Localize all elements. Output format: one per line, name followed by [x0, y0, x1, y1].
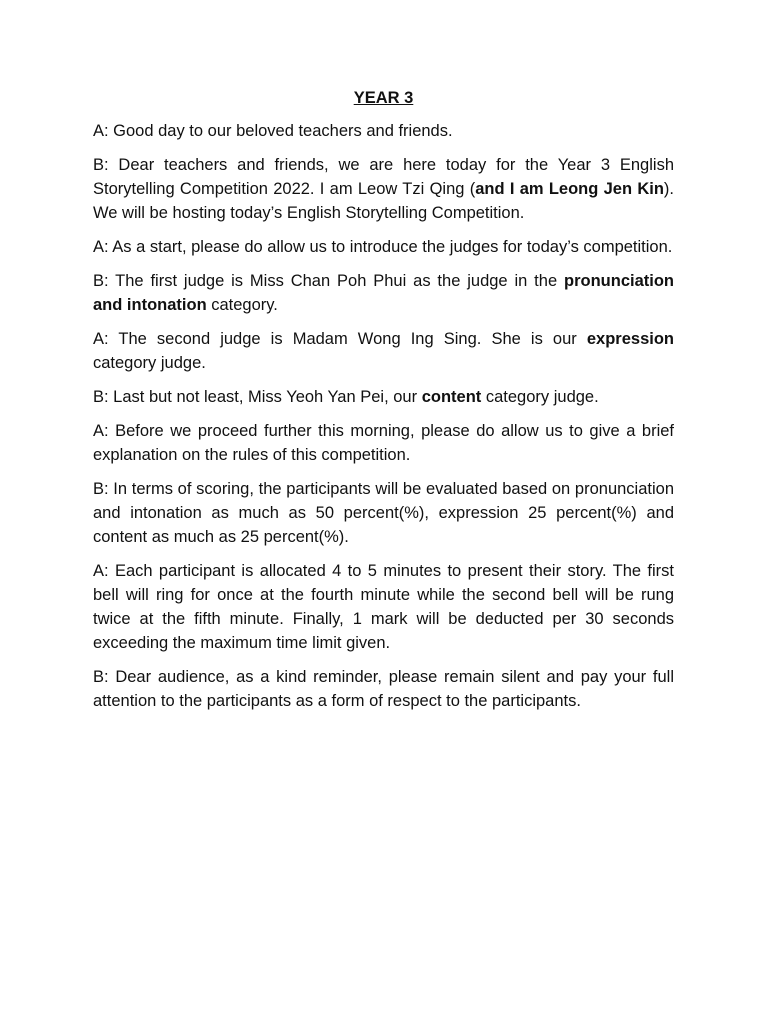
paragraph-text: A: Each participant is allocated 4 to 5 minutes to present their story. The first bell will ring for once at the fourth minute while the second bell will be rung twice at the fifth minute. Finally, 1 mark will be deducted per 30 seconds exceeding the maximum time limit given.: [93, 562, 674, 652]
paragraph-2: [93, 153, 674, 225]
paragraph-text: ). We will be hosting today’s English Storytelling Competition.: [93, 180, 674, 222]
paragraph-1: [93, 119, 674, 143]
paragraph-text: category judge.: [481, 388, 599, 406]
paragraph-text: category judge.: [93, 354, 206, 372]
paragraph-4: [93, 269, 674, 317]
paragraph-5: [93, 327, 674, 375]
paragraph-bold-text: and I am Leong Jen Kin: [475, 180, 664, 198]
paragraph-text: B: Dear audience, as a kind reminder, please remain silent and pay your full attention to the participants as a form of respect to the participants.: [93, 668, 674, 710]
paragraph-6: [93, 385, 674, 409]
paragraph-bold-text: content: [421, 388, 482, 406]
paragraph-text: category.: [206, 296, 278, 314]
document-title: YEAR 3: [353, 89, 414, 107]
paragraph-text: B: In terms of scoring, the participants will be evaluated based on pronunciation and intonation as much as 50 percent(%), expression 25 percent(%) and content as much as 25 percent(%).: [93, 480, 674, 546]
paragraph-text: B: Last but not least, Miss Yeoh Yan Pei, our: [93, 388, 422, 406]
paragraph-text: B: Dear teachers and friends, we are here today for the Year 3 English Storytelling Competition 2022. I am Leow Tzi Qing (: [93, 156, 674, 198]
paragraph-text: B: The first judge is Miss Chan Poh Phui as the judge in the: [93, 272, 564, 290]
paragraph-7: [93, 419, 674, 467]
paragraph-8: [93, 477, 674, 549]
paragraph-text: A: The second judge is Madam Wong Ing Sing. She is our: [93, 330, 587, 348]
paragraph-bold-text: expression: [586, 330, 674, 348]
paragraph-text: A: As a start, please do allow us to introduce the judges for today’s competition.: [93, 238, 673, 256]
document-body: [93, 86, 674, 723]
paragraph-9: [93, 559, 674, 655]
paragraph-bold-text: pronunciation and intonation: [93, 272, 674, 314]
paragraph-10: [93, 665, 674, 713]
paragraph-text: A: Before we proceed further this morning, please do allow us to give a brief explanation on the rules of this competition.: [93, 422, 674, 464]
paragraph-3: [93, 235, 674, 259]
paragraph-text: A: Good day to our beloved teachers and friends.: [93, 122, 453, 140]
